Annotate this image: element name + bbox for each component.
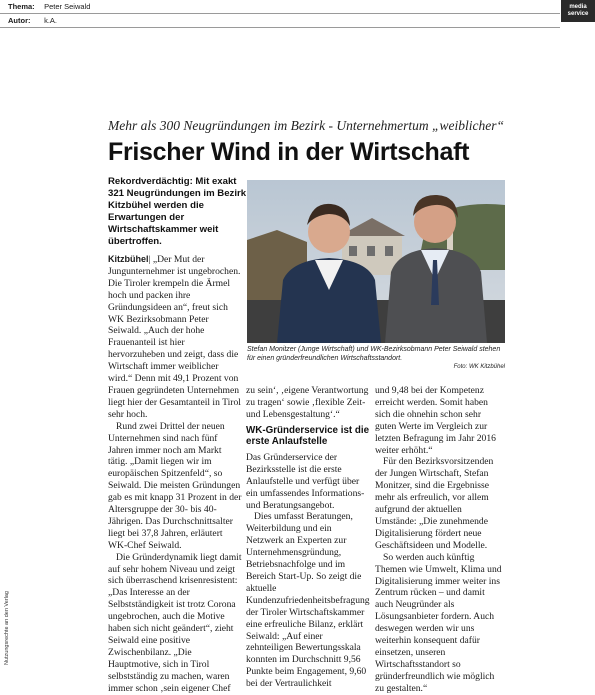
caption-text: Stefan Monitzer (Junge Wirtschaft) und WK-Bezirksobmann Peter Seiwald stehen für einen gründerfreundlichen Wirtschaftsstandort.	[247, 346, 501, 362]
article-column-1	[108, 254, 242, 695]
paragraph: | „Der Mut der Jungunternehmer ist ungebrochen. Die Tiroler krempeln die Ärmel hoch und packen ihre Gründungsideen an“, freut sich WK Bezirksobmann Peter Seiwald. „Auch der hohe Frauenanteil ist hier hervorzuheben und zeigt, dass die Wirtschaft immer weiblicher wird.“ Denn mit 49,1 Prozent von Frauen gegründeten Unternehmen liegt hier der Gesamtanteil in Tirol sehr hoch.	[108, 254, 241, 420]
article-lead: Rekordverdächtig: Mit exakt 321 Neugründungen im Bezirk Kitzbühel werden die Erwartungen der Wirtschaftskammer weit übertroffen.	[108, 176, 247, 247]
article-kicker: Mehr als 300 Neugründungen im Bezirk - Unternehmertum „weiblicher“	[108, 118, 504, 133]
header-divider	[0, 13, 560, 14]
thema-value: Peter Seiwald	[44, 2, 91, 11]
article-photo	[247, 180, 505, 343]
paragraph: und 9,48 bei der Kompetenz erreicht werden. Somit haben sich die ohnehin schon sehr guten Werte im Vergleich zur letzten Befragung im Jahr 2016 weiter erhöht.“	[375, 385, 496, 456]
photo-credit: Foto: WK Kitzbühel	[453, 364, 505, 370]
autor-value: k.A.	[44, 16, 58, 25]
autor-label: Autor:	[8, 16, 31, 25]
paragraph: Rund zwei Drittel der neuen Unternehmen sind nach fünf Jahren immer noch am Markt tätig. „Damit liegen wir im europäischen Spitzenfeld“, so Seiwald. Die meisten Gründungen gab es mit knapp 31 Prozent in der Altersgruppe der 30- bis 40-Jährigen. Das Durchschnittsalter liegt bei 37,8 Jahren, erläutert WK-Chef Seiwald.	[108, 420, 242, 551]
rights-note: Nutzungsrechte an den Verlag	[4, 591, 10, 665]
section-subhead: WK-Gründerservice ist die erste Anlaufstelle	[246, 424, 370, 448]
paragraph: So werden auch künftig Themen wie Umwelt, Klima und Digitalisierung immer weiter ins Zentrum rücken – und damit auch Neugründer als Lösungsanbieter fordern. Auch deswegen werden wir uns weiterhin konsequent dafür einsetzen, unseren Wirtschaftsstandort so gründerfreundlich wie möglich zu gestalten.“	[375, 551, 502, 694]
paragraph: Für den Bezirksvorsitzenden der Jungen Wirtschaft, Stefan Monitzer, sind die Ergebnisse mehr als erfreulich, vor allem aufgrund der aktuellen Umstände: „Die zunehmende Digitalisierung fördert neue Geschäftsideen und Modelle.	[375, 456, 494, 551]
paragraph: Die Gründerdynamik liegt damit auf sehr hohem Niveau und zeigt sich überraschend krisenresistent: „Das Interesse an der Selbstständigkeit ist trotz Corona ungebrochen, auch die Motive haben sich nicht geändert“, zieht Seiwald eine positive Zwischenbilanz. „Die Hauptmotive, sich in Tirol selbstständig zu machen, waren immer schon ‚sein eigener Chef	[108, 551, 242, 694]
logo-text: service	[567, 11, 589, 17]
article-column-3	[375, 385, 504, 695]
thema-row	[8, 2, 90, 12]
autor-row	[8, 16, 57, 26]
dateline: Kitzbühel	[108, 254, 149, 264]
paragraph: Das Gründerservice der Bezirksstelle ist die erste Anlaufstelle und verfügt über ein umfassendes Informations- und Beratungsangebot.	[246, 451, 365, 511]
photo-illustration	[247, 180, 505, 343]
header-divider	[0, 27, 560, 28]
article-headline: Frischer Wind in der Wirtschaft	[108, 138, 470, 166]
thema-label: Thema:	[8, 2, 35, 11]
media-service-logo	[561, 0, 595, 22]
paragraph: Dies umfasst Beratungen, Weiterbildung und ein Netzwerk an Experten zur Unternehmensgründung, Betriebsnachfolge und im Bereich Start-Up. So zeigt die aktuelle Kundenzufriedenheitsbefragung der Tiroler Wirtschaftskammer eine erfreuliche Bilanz, erklärt Seiwald: „Auf einer zehnteiligen Bewertungsskala konnten im Durchschnitt 9,56 Punkte beim Engagement, 9,60 bei der Vertraulichkeit	[246, 511, 370, 690]
paragraph: zu sein‘, ‚eigene Verantwortung zu tragen‘ sowie ‚flexible Zeit- und Lebensgestaltung‘.“	[246, 385, 369, 420]
logo-text: media	[569, 4, 587, 10]
article-column-2	[246, 385, 370, 690]
photo-caption	[247, 345, 505, 372]
metadata-header	[0, 0, 595, 40]
